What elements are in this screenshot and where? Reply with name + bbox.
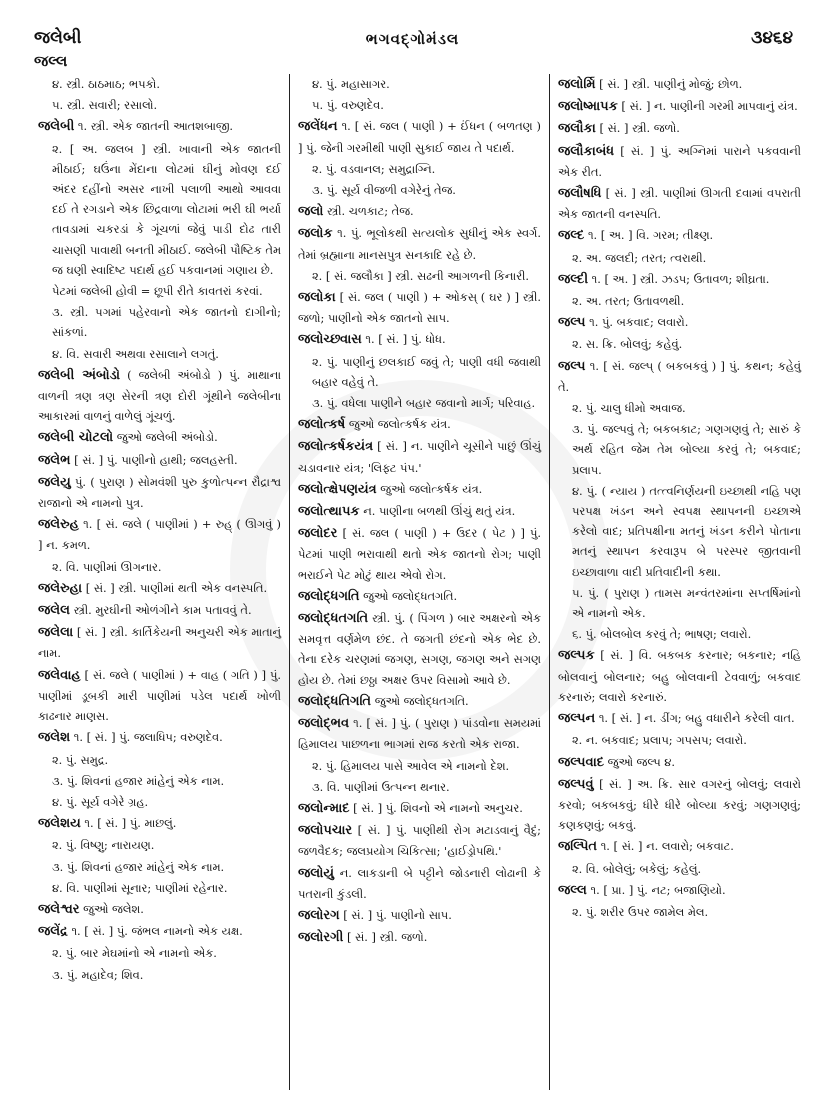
dictionary-entry (558, 752, 801, 773)
headword: જલેશય (38, 816, 81, 832)
sense-line (558, 730, 801, 750)
headword: જલેરુહા (38, 580, 83, 596)
dictionary-entry (38, 514, 281, 555)
headword: જલ્પ (558, 358, 586, 374)
dictionary-entry (38, 427, 281, 448)
headword: જલોર્મિ (558, 77, 596, 92)
headword: જલોદ્ભવ (298, 716, 350, 732)
column-1 (30, 74, 289, 1090)
definition-text: [ સં. ] પું. શિવનો એ નામનો અનુચર. (353, 800, 523, 815)
headword: જલેબી અંબોડો (38, 367, 121, 383)
sense-line (558, 624, 801, 644)
headword: જલેલ (38, 603, 70, 619)
dictionary-entry (38, 727, 281, 748)
definition-text: ૨. ન. બકવાદ; પ્રલાપ; ગપસપ; લવારો. (572, 733, 747, 748)
headword: જલેશ્વર (38, 901, 80, 917)
dictionary-entry (298, 201, 541, 222)
definition-text: ન. લાકડાની બે પટ્ટીને જોડનારી લોઢાની કે પતરાની કુંડલી. (298, 865, 541, 901)
definition-text: ૨. પું. વિષ્ણુ; નારાયણ. (52, 838, 155, 853)
definition-text: ૪. પું. ( ન્યાય ) તત્ત્વનિર્ણયની ઇચ્છાથી નહિ પણ પરપક્ષ ખંડન અને સ્વપક્ષ સ્થાપનની ઇચ્છાએ કરેલો વાદ; પ્રતિપક્ષીના મતનું ખંડન કરીને પોતાના મતનું સ્થાપન કરવારૂપ બે પરસ્પર જીતવાની ઇચ્છાવાળા વાદી પ્રતિવાદીની કથા. (572, 483, 801, 579)
definition-text: પું. ( પુરાણ ) સોમવંશી પુરુ કુળોત્પન્ન રૌદ્રાશ્વ રાજાનો એ નામનો પુત્ર. (38, 474, 281, 511)
definition-text: ૪. વિ. પાણીમાં સૂનાર; પાણીમાં રહેનાર. (52, 880, 228, 895)
headword: જલૌકાબંધ (558, 143, 615, 159)
sense-line (38, 302, 281, 342)
dictionary-entry (298, 608, 541, 690)
dictionary-entry (38, 116, 281, 137)
headword: જલોકા (298, 290, 336, 306)
dictionary-entry (558, 708, 801, 729)
sense-line (298, 352, 541, 392)
definition-text: ૧. [ સં. ] પું. જંભલ નામનો એક યક્ષ. (71, 924, 243, 939)
headword: જલ્પવું (558, 776, 594, 792)
column-2 (289, 74, 549, 1090)
sense-line (298, 95, 541, 115)
definition-text: [ સં. ] પું. પાણીનો હાથી; જલહસ્તી. (74, 452, 238, 467)
definition-text: ૩. પું. શિવનાં હજાર માંહેનું એક નામ. (52, 859, 225, 874)
headword: જલૌષધિ (558, 186, 602, 202)
dictionary-entry (558, 96, 801, 117)
dictionary-entry (298, 691, 541, 712)
sense-line (298, 180, 541, 200)
headword: જલેશ (38, 730, 71, 746)
definition-text: જુઓ જલોત્કર્ષક યંત્ર. (348, 417, 451, 432)
definition-text: ૨. પું. વડવાનલ; સમુદ્રાગ્નિ. (312, 161, 436, 176)
sense-line (38, 281, 281, 301)
header-page-number: ૩૪૬૪ (751, 28, 793, 48)
dictionary-entry (38, 622, 281, 663)
headword: જલ્પન (558, 711, 596, 727)
definition-text: સ્ત્રી. ચળકાટ; તેજ. (327, 204, 414, 219)
sense-line (38, 792, 281, 812)
definition-text: ૪. પું. મહાસાગર. (312, 77, 390, 91)
definition-text: સ્ત્રી. પું. ( પિંગળ ) બાર અક્ષરનો એક સમવૃત્ત વર્ણમેળ છંદ. તે જગતી છંદનો એક ભેદ છે. તેના દરેક ચરણમાં જગણ, સગણ, જગણ અને સગણ હોય છે. તેમાં છઠ્ઠા અક્ષર ઉપર વિસામો આવે છે. (298, 611, 541, 687)
sense-line (38, 835, 281, 855)
dictionary-entry (558, 269, 801, 290)
sense-line (298, 756, 541, 776)
definition-text: ૩. પું. વધેલા પાણીને બહાર જવાનો માર્ગ; પરિવાહ. (312, 396, 536, 411)
dictionary-entry (558, 183, 801, 224)
definition-text: ૧. [ સં. ] પું. જલાધિપ; વરુણદેવ. (73, 730, 223, 745)
sense-line (558, 248, 801, 268)
dictionary-entry (38, 472, 281, 513)
definition-text: ૨. પું. સમુદ્ર. (52, 752, 109, 767)
dictionary-entry (558, 225, 801, 246)
dictionary-entry (558, 118, 801, 139)
definition-text: ૪. વિ. સવારી અથવા રસાલાને લગતું. (52, 346, 219, 361)
definition-text: ૨. અ. જલદી; તરત; ત્વરાથી. (572, 250, 707, 265)
sense-line (38, 750, 281, 770)
definition-text: ૫. પું. ( પુરાણ ) તામસ મન્વંતરમાંના સપ્તર્ષિમાંનો એ નામનો એક. (572, 585, 801, 621)
dictionary-entry (298, 586, 541, 607)
definition-text: ૨. પું. બાર મેઘમાંનો એ નામનો એક. (52, 946, 217, 961)
dictionary-entry (298, 436, 541, 477)
sense-line (558, 398, 801, 418)
headword: જલોત્કર્ષકયંત્ર (298, 439, 374, 455)
dictionary-entry (38, 600, 281, 621)
page-header (14, 0, 811, 48)
sense-line (38, 878, 281, 898)
definition-text: [ સં. ] સ્ત્રી. પાણીમાં થતી એક વનસ્પતિ. (85, 580, 268, 595)
definition-text: ૪. સ્ત્રી. ઠાઠમાઠ; ભપકો. (52, 77, 161, 91)
definition-text: ૨. [ સં. જલૌકા ] સ્ત્રી. સઢની આગળની કિનારી. (312, 268, 529, 283)
definition-text: ૨. વિ. બોલેલું; બકેલું; કહેલું. (572, 861, 702, 876)
definition-text: ૨. સ. ક્રિ. બોલવું; કહેવું. (572, 337, 683, 352)
dictionary-entry (298, 798, 541, 819)
sense-line (558, 291, 801, 311)
definition-text: ૧. [ પ્રા. ] પું. નટ; બજાણિયો. (590, 882, 726, 897)
definition-text: સ્ત્રી. મુરઘીની ઓળંગીને કામ પતાવવું તે. (73, 603, 252, 618)
definition-text: જુઓ જલોત્કર્ષક યંત્ર. (380, 481, 483, 496)
headword: જલોયું (298, 865, 335, 881)
dictionary-entry (298, 820, 541, 861)
headword: જલ્પિત (558, 839, 598, 855)
definition-text: ( જલેબી અંબોડો ) પું. માથાના વાળની ત્રણ ત્રણ સેરની ત્રણ દોરી ગૂંથીને જલેબીના આકારમાં વાળનું વાળેલું ગૂંચળું. (38, 367, 282, 424)
headword: જલેલા (38, 625, 74, 641)
dictionary-entry (298, 927, 541, 948)
definition-text: જુઓ જલેબી અંબોડો. (116, 430, 218, 445)
dictionary-entry (38, 450, 281, 471)
definition-text: ૧. [ સં. ] પું. ધોધ. (365, 332, 446, 347)
dictionary-entry (298, 523, 541, 585)
definition-text: ૧. [ સં. જલ ( પાણી ) + ઈંધન ( બળતણ ) ] પું. જેની ગરમીથી પાણી સુકાઈ જાય તે પદાર્થ. (298, 119, 541, 155)
definition-text: ૩. સ્ત્રી. પગમાં પહેરવાનો એક જાતનો દાગીનો; સાંકળાં. (52, 305, 281, 340)
sense-line (38, 74, 281, 94)
headword: જલેવાહ (38, 667, 81, 683)
headword: જલોન્માદ (298, 800, 350, 816)
dictionary-entry (558, 74, 801, 95)
dictionary-entry (38, 813, 281, 834)
sense-line (298, 74, 541, 94)
dictionary-entry (38, 578, 281, 599)
headword: જલ્લ (558, 882, 587, 898)
definition-text: ૧. [ અ. ] સ્ત્રી. ઝડપ; ઉતાવળ; શીઘ્રતા. (591, 271, 770, 286)
headword: જલોદ્ધતિગતિ (298, 693, 372, 709)
definition-text: ૩. પું. જલ્પવું તે; બકબકાટ; ગણગણવું તે; સારું કે અર્થ રહિત જેમ તેમ બોલ્યા કરવું તે; બકવાદ; પ્રલાપ. (572, 422, 801, 477)
headword: જલોચ્છ્વાસ (298, 332, 362, 348)
headword: જલ્દી (558, 271, 589, 287)
definition-text: [ સં. જલે ( પાણીમાં ) + વાહ ( ગતિ ) ] પું. પાણીમાં ડૂબકી મારી પાણીમાં પડેલ પદાર્થ ખોળી કાઢનાર માણસ. (38, 667, 281, 724)
definition-text: [ સં. જલ ( પાણી ) + ઉદર ( પેટ ) ] પું. પેટમાં પાણી ભરાવાથી થતો એક જાતનો રોગ; પાણી ભરાઈને પેટ મોટું થાય એવો રોગ. (298, 526, 542, 582)
definition-text: ૩. વિ. પાણીમાં ઉત્પન્ન થનાર. (312, 779, 450, 794)
definition-text: ૧. [ સં. ] ન. લવારો; બકવાટ. (600, 839, 734, 854)
dictionary-entry (558, 141, 801, 182)
definition-text: ૨. વિ. પાણીમાં ઊગનાર. (52, 559, 162, 574)
dictionary-entry (298, 287, 541, 328)
dictionary-entry (38, 899, 281, 920)
dictionary-entry (38, 921, 281, 942)
definition-text: ૧. [ અ. ] વિ. ગરમ; તીક્ષ્ણ. (587, 228, 714, 243)
definition-text: ૧. [ સં. ] પું. માછલું. (84, 816, 177, 831)
headword: જલેભ (38, 452, 71, 468)
sense-line (298, 777, 541, 797)
headword: જલેયુ (38, 474, 71, 490)
sense-line (38, 857, 281, 877)
definition-text: [ સં. ] સ્ત્રી. જળો. (346, 930, 428, 945)
dictionary-entry (298, 329, 541, 350)
headword: જલેબી (38, 119, 75, 135)
definition-text: ૫. પું. વરુણદેવ. (312, 98, 384, 113)
headword: જલોરગી (298, 930, 344, 946)
definition-text: [ સં. ] સ્ત્રી. જળો. (599, 121, 680, 136)
definition-text: ૧. પું. ભૂલોકથી સત્યલોક સુધીનું એક સ્વર્ગ. તેમાં બ્રહ્માના માનસપુત્ર સનકાદિ રહે છે. (298, 226, 541, 262)
sense-line (38, 95, 281, 115)
definition-text: [ સં. ] વિ. બકબક કરનાર; બકનાર; નહિ બોલવાનું બોલનાર; બહુ બોલવાની ટેવવાળું; બકવાદ કરનારું; લવારો કરનારું. (558, 648, 801, 704)
headword: જલોત્કર્ષ (298, 417, 346, 433)
dictionary-entry (38, 365, 281, 427)
definition-text: ૨. અ. તરત; ઉતાવળથી. (572, 294, 685, 309)
definition-text: [ સં. ] ન. પાણીને ચૂસીને પાછું ઊંચું ચડાવનાર યંત્ર; 'લિફ્ટ પંપ.' (298, 439, 541, 475)
dictionary-entry (298, 905, 541, 926)
definition-text: [ સં. ] સ્ત્રી. પાણીનું મોજું; છોળ. (599, 77, 743, 91)
sense-line (38, 557, 281, 577)
dictionary-entry (298, 223, 541, 264)
sense-line (298, 159, 541, 179)
headword: જલો (298, 204, 324, 220)
sense-line (558, 481, 801, 582)
headword: જલોક (298, 226, 333, 242)
headword: જલોદર (298, 526, 338, 542)
sense-line (38, 344, 281, 364)
sense-line (558, 902, 801, 922)
definition-text: ૫. સ્ત્રી. સવારી; રસાલો. (52, 98, 158, 113)
headword: જલોપચાર (298, 823, 353, 839)
dictionary-entry (558, 880, 801, 901)
definition-text: [ સં. ] પું. અગ્નિમાં પારાને પકવવાની એક રીત. (558, 143, 801, 179)
dictionary-entry (558, 312, 801, 333)
dictionary-entry (38, 665, 281, 727)
headword: જલ્પવાદ (558, 754, 605, 770)
headword: જલેંધન (298, 119, 338, 135)
dictionary-entry (558, 356, 801, 397)
definition-text: ૧. [ સં. જલ્પ્ ( બકબકવું ) ] પું. કથન; કહેવું તે. (558, 358, 802, 394)
dictionary-columns (30, 74, 809, 1090)
definition-text: જુઓ જલોદ્ધતગતિ. (363, 588, 458, 603)
dictionary-entry (298, 479, 541, 500)
headword: જલેરુહ (38, 517, 79, 533)
definition-text: [ સં. ] પું. પાણીથી રોગ મટાડવાનું વૈદું; જળવૈદક; જલપ્રયોગ ચિકિત્સા; 'હાઈડ્રોપથિ.' (298, 823, 542, 859)
definition-text: [ સં. ] અ. ક્રિ. સાર વગરનું બોલવું; લવારો કરવો; બકબકવું; ધીરે ધીરે બોલ્યા કરવું; ગણગણવું; કણકણવું; બકવું. (558, 776, 801, 833)
dictionary-entry (298, 116, 541, 157)
dictionary-entry (558, 836, 801, 857)
definition-text: ૧. [ સં. ] પું. ( પુરાણ ) પાંડવોના સમયમાં હિમાલય પાછળના ભાગમાં રાજ કરતો એક રાજા. (298, 716, 541, 752)
column-3 (549, 74, 809, 1090)
definition-text: ૩. પું. મહાદેવ; શિવ. (52, 967, 144, 982)
headword: જલેબી ચોટલો (38, 430, 114, 446)
sense-line (38, 965, 281, 985)
sense-line (38, 139, 281, 280)
headword: જલ્પક (558, 648, 595, 664)
headword: જલેંદ્ર (38, 924, 68, 940)
dictionary-entry (558, 645, 801, 707)
definition-text: [ સં. જલ ( પાણી ) + ઓકસ્ ( ઘર ) ] સ્ત્રી. જળો; પાણીનો એક જાતનો સાપ. (298, 290, 542, 326)
definition-text: ૬. પું. બોલબોલ કરવું તે; ભાષણ; લવારો. (572, 627, 752, 642)
definition-text: [ સં. ] ન. પાણીની ગરમી માપવાનું યંત્ર. (621, 99, 798, 114)
definition-text: જુઓ જલોદ્ધતગતિ. (374, 693, 469, 708)
definition-text: ૧. [ સં. ] ન. ડીંગ; બહુ વધારીને કરેલી વાત. (598, 711, 795, 726)
definition-text: ૨. પું. ચાલુ ધીમો અવાજ. (572, 401, 686, 416)
sense-line (558, 583, 801, 623)
sense-line (558, 859, 801, 879)
sense-line (298, 266, 541, 286)
definition-text: ૩. પું. શિવનાં હજાર માંહેનું એક નામ. (52, 773, 225, 788)
headword: જલોત્થાપક (298, 504, 360, 520)
definition-text: પેટમાં જલેબી હોવી = છૂપી રીતે કાવતરાં કરવાં. (52, 284, 263, 299)
definition-text: ૧. પું. બકવાદ; લવારો. (589, 315, 689, 330)
definition-text: ન. પાણીના બળથી ઊંચું થતું યંત્ર. (363, 504, 516, 519)
header-last-guide-word: જલ્લ (34, 52, 68, 70)
definition-text: [ સં. ] સ્ત્રી. કાર્તિકેયની અનુચરી એક માતાનું નામ. (38, 625, 281, 661)
definition-text: ૨. [ અ. જલબ ] સ્ત્રી. ખાવાની એક જાતની મીઠાઈ; ઘઉંના મેંદાના લોટમાં ઘીનું મોવણ દઈ અંદર દહીંનો અસર નાખી પલાળી આથો આવવા દઈ તે રગડાને એક છિદ્રવાળા લોટામાં ભરી ઘી ભર્યા તાવડામાં ચકરડાં કે ગૂંચળાં જેવું પાડી દોઢ તારી ચાસણી પાવાથી બનતી મીઠાઈ. જલેબી પૌષ્ટિક તેમ જ ઘણી સ્વાદિષ્ટ પદાર્થ હઈ પકવાનમાં ગણાય છે. (52, 141, 281, 277)
headword: જલોષ્માપક (558, 99, 618, 115)
header-dictionary-title: ભગવદ્ગોમંડલ (365, 30, 460, 48)
definition-text: ૨. પું. શરીર ઉપર જામેલ મેલ. (572, 904, 709, 919)
headword: જલ્દ (558, 228, 585, 244)
dictionary-entry (558, 774, 801, 836)
dictionary-entry (298, 501, 541, 522)
definition-text: [ સં. ] સ્ત્રી. પાણીમાં ઊગતી દવામાં વપરાતી એક જાતની વનસ્પતિ. (558, 186, 801, 222)
definition-text: જુઓ જલ્પ ૪. (607, 754, 675, 769)
definition-text: ૩. પું. સૂર્ય વીજળી વગેરેનું તેજ. (312, 183, 456, 198)
definition-text: ૪. પું. સૂર્ય વગેરે ગ્રહ. (52, 794, 149, 809)
definition-text: ૨. પું. હિમાલય પાસે આવેલ એ નામનો દેશ. (312, 758, 510, 773)
header-left-guide-word: જલેબી (34, 28, 82, 48)
definition-text: [ સં. ] પું. પાણીનો સાપ. (343, 907, 452, 922)
sense-line (558, 419, 801, 480)
definition-text: ૧. [ સં. જલે ( પાણીમાં ) + રુહ્ ( ઊગવું ) ] ન. કમળ. (38, 517, 282, 553)
sense-line (298, 393, 541, 413)
dictionary-entry (298, 863, 541, 904)
dictionary-entry (298, 414, 541, 435)
headword: જલોત્ક્ષેપણયંત્ર (298, 481, 377, 497)
headword: જલૌકા (558, 121, 596, 137)
definition-text: ૨. પું. પાણીનું છલકાઈ જવું તે; પાણી વધી જવાથી બહાર વહેવું તે. (312, 354, 541, 389)
headword: જલોદ્ધતગતિ (298, 611, 369, 627)
sense-line (558, 334, 801, 354)
headword: જલોદ્ધગતિ (298, 588, 360, 604)
dictionary-entry (298, 713, 541, 754)
headword: જલોરગ (298, 907, 340, 923)
sense-line (38, 771, 281, 791)
headword: જલ્પ (558, 315, 586, 331)
definition-text: ૧. સ્ત્રી. એક જાતની આતશબાજી. (77, 119, 234, 134)
sense-line (38, 943, 281, 963)
definition-text: જુઓ જલેશ. (83, 901, 144, 916)
